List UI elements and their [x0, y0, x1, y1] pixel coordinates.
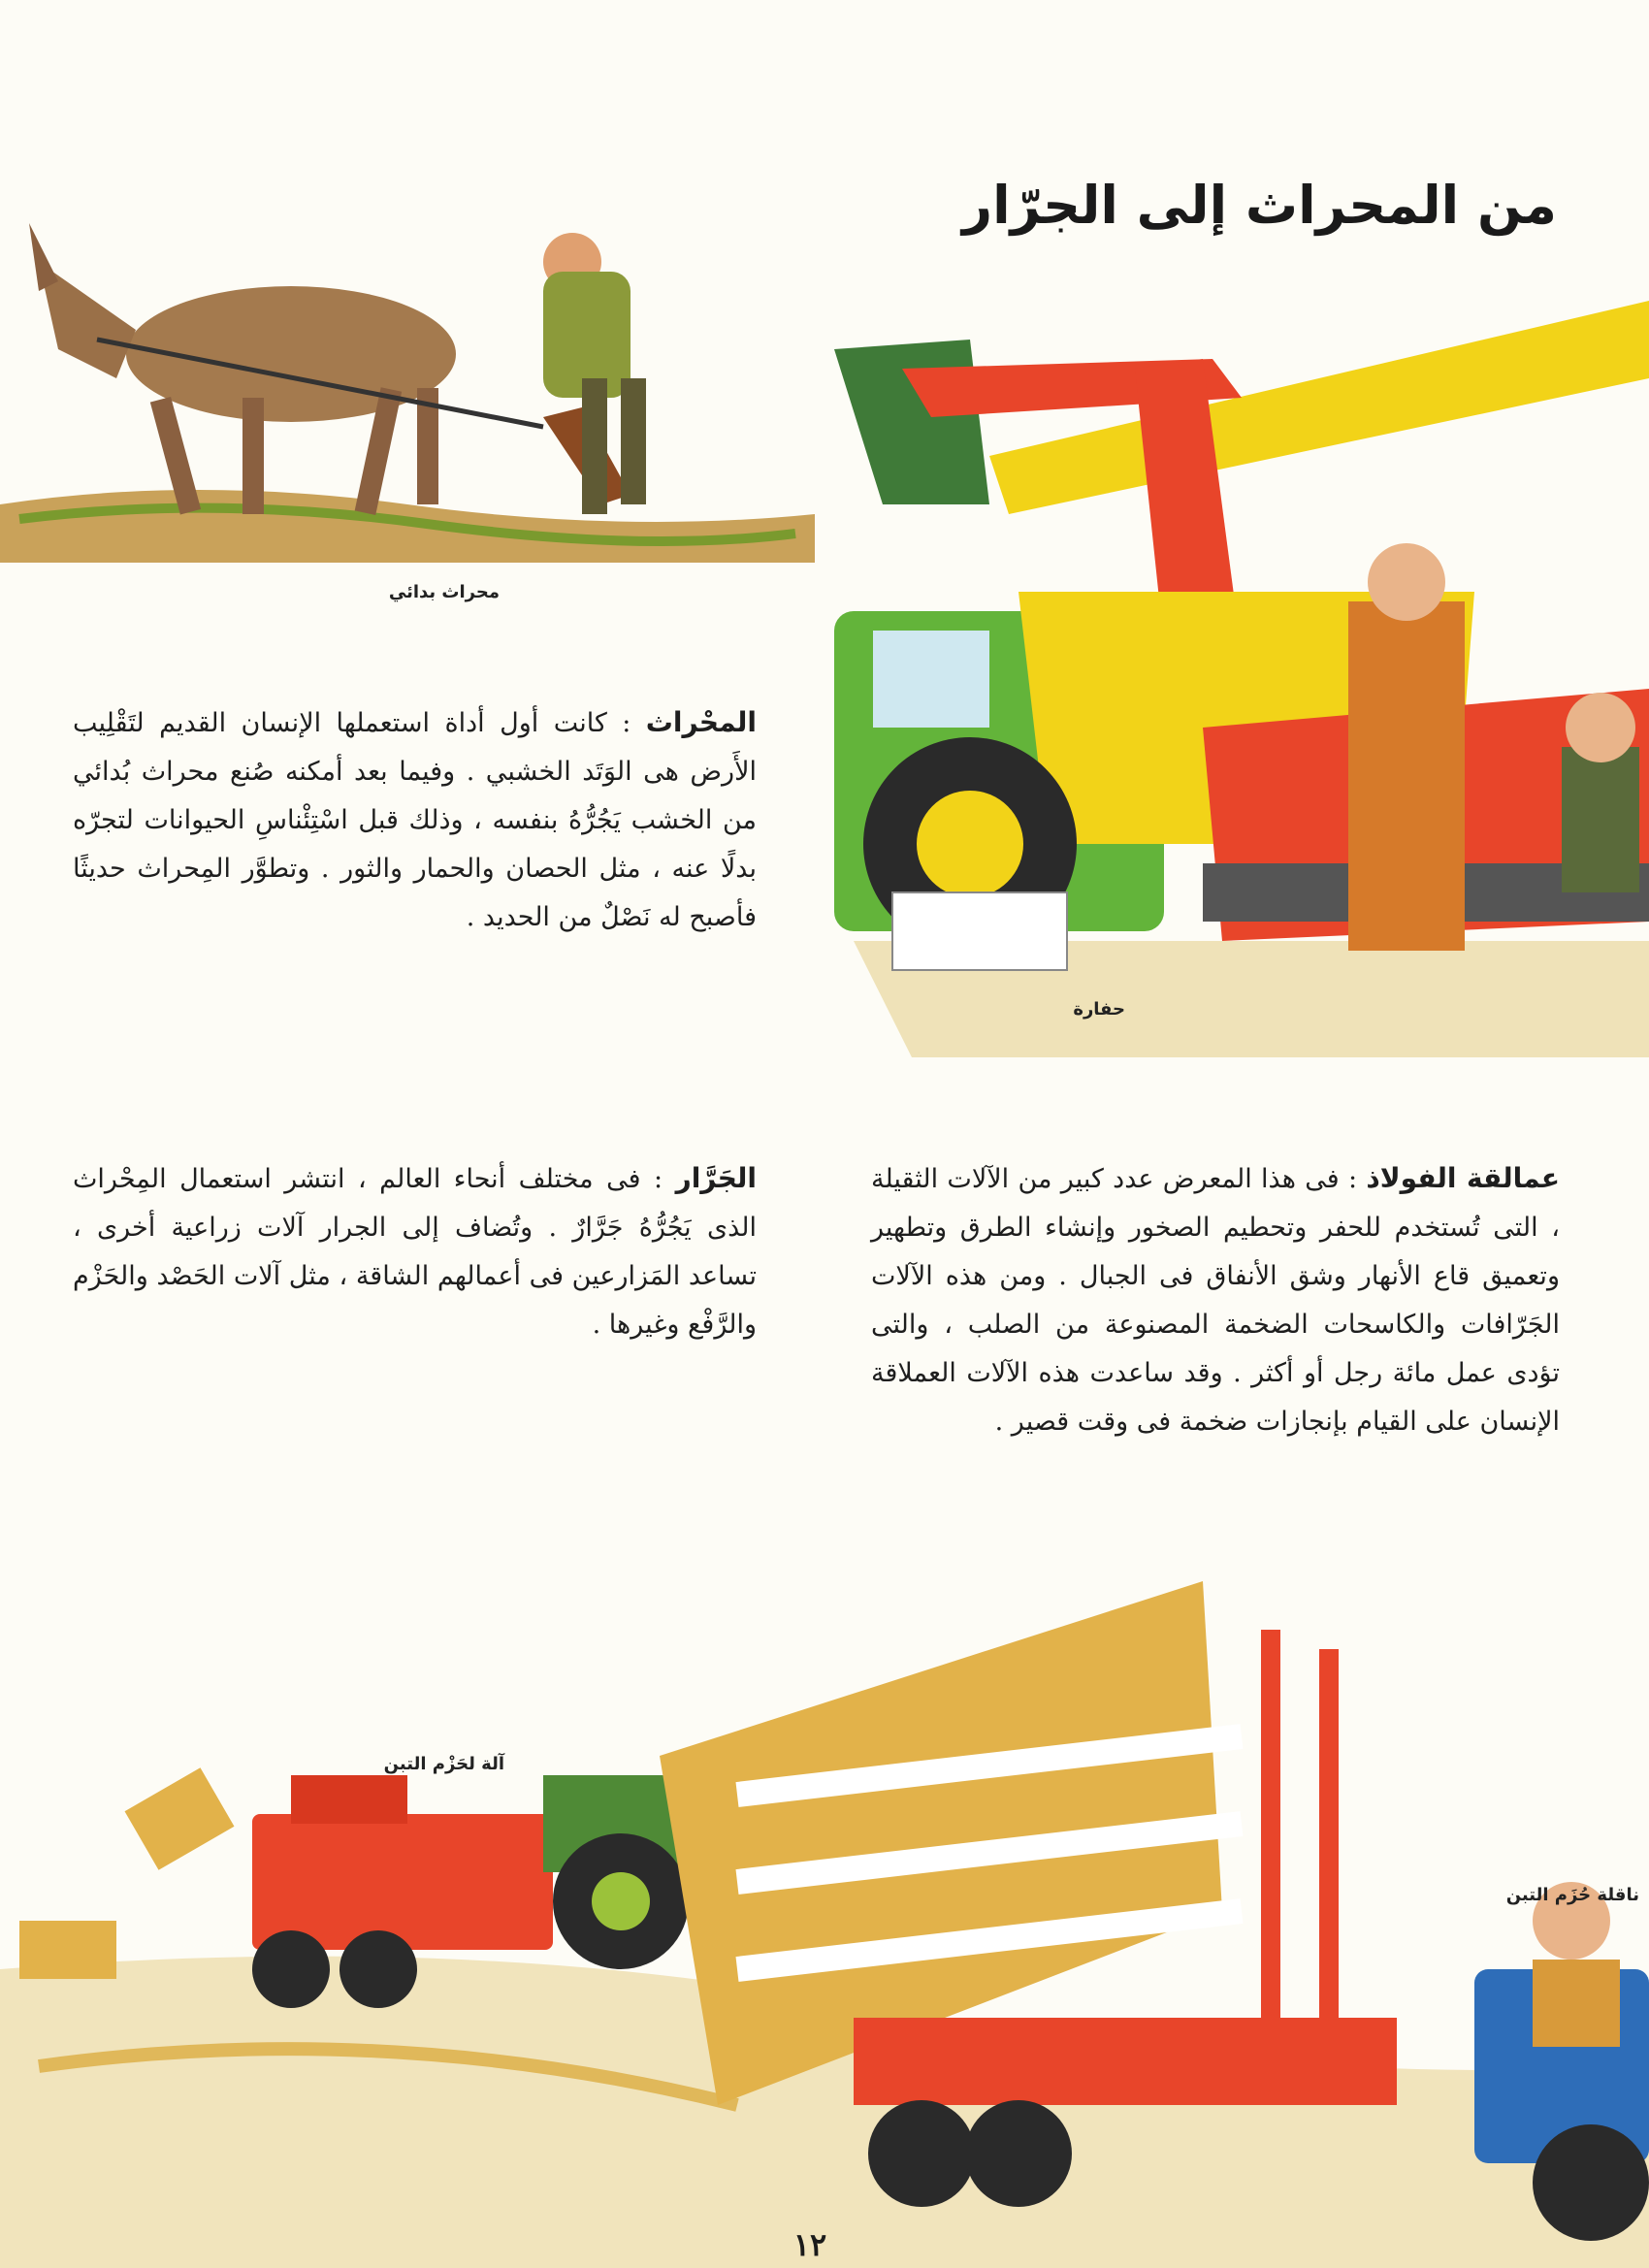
steel-giants-body: فى هذا المعرض عدد كبير من الآلات الثقيلة ، التى تُستخدم للحفر وتحطيم الصخور وإنشاء الطرق وتطهير وتعميق قاع الأنهار وشق الأنفاق فى الجبال . ومن هذه الآلات الجَرّافات والكاسحات الضخمة المصنوعة من الصلب ، والتى تؤدى عمل مائة رجل أو أكثر . وقد ساعدت هذه الآلات العملاقة الإنسان على القيام بإنجازات ضخمة فى وقت قصير . [871, 1164, 1560, 1437]
steel-giants-heading: عمالقة الفولاذ [1366, 1162, 1561, 1194]
plough-body: كانت أول أداة استعملها الإنسان القديم لتَقْلِيب الأَرض هى الوَتَد الخشبي . وفيما بعد أمكنه صُنع محراث بُدائي من الخشب يَجُرُّهُ بنفسه ، وذلك قبل اسْتِئْناسِ الحيوانات لتجرّه بدلًا عنه ، مثل الحصان والحمار والثور . وتطوَّر المِحراث حديثًا فأصبح له نَصْلٌ من الحديد . [73, 708, 757, 932]
tractor-heading: الجَرَّار [675, 1162, 758, 1194]
tractor-separator: : [640, 1164, 676, 1194]
excavator-drawing [795, 262, 1649, 1057]
plough-separator: : [606, 708, 646, 738]
plough-paragraph [73, 698, 757, 942]
steel-giants-paragraph [871, 1154, 1560, 1446]
caption-excavator: حفارة [1073, 999, 1125, 1020]
excavator-illustration [795, 262, 1649, 1057]
tractor-body: فى مختلف أنحاء العالم ، انتشر استعمال المِحْراث الذى يَجُرُّهُ جَرَّارٌ . وتُضاف إلى الجرار آلات زراعية أخرى ، تساعد المَزارعين فى أعمالهم الشاقة ، مثل آلات الحَصْد والحَزْم والرَّفْع وغيرها . [73, 1164, 757, 1340]
hay-machines-drawing [0, 1562, 1649, 2268]
page-number: ١٢ [792, 2226, 827, 2263]
caption-hay-baler: آلة لحَزْم التبن [383, 1754, 504, 1774]
tractor-paragraph [73, 1154, 757, 1349]
plough-drawing [0, 184, 815, 563]
caption-hay-loader: ناقلة حُزَم التبن [1505, 1885, 1639, 1905]
plough-heading: المحْراث [645, 706, 757, 738]
primitive-plough-illustration [0, 184, 815, 563]
page-title: من المحراث إلى الجرّار [961, 175, 1557, 236]
steel-giants-separator: : [1339, 1164, 1367, 1194]
caption-primitive-plough: محراث بدائي [388, 582, 500, 602]
hay-machines-illustration [0, 1562, 1649, 2268]
